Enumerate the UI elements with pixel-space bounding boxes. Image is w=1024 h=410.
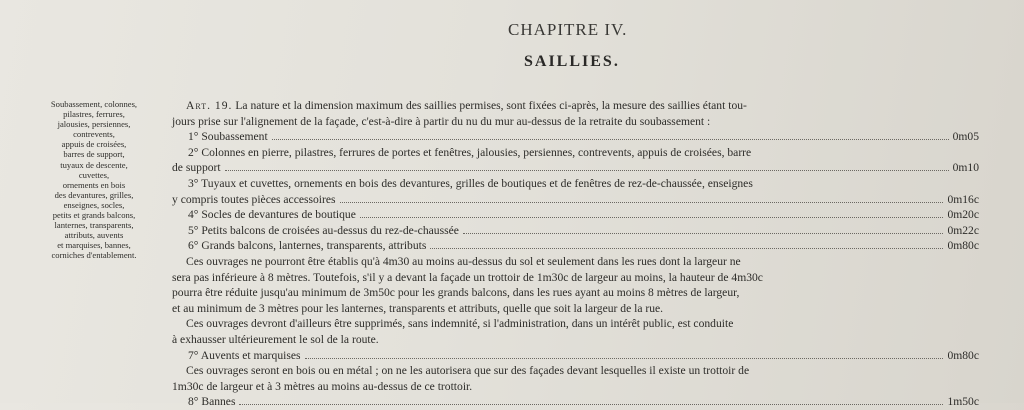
- leader-dots: [463, 232, 944, 234]
- item-label: de support: [172, 161, 221, 175]
- article-intro-line-1: [172, 98, 987, 114]
- margin-note-line: enseignes, socles,: [63, 199, 125, 210]
- paragraph-line: à exhausser ultérieurement le sol de la route.: [172, 332, 379, 346]
- margin-note: [28, 99, 160, 261]
- margin-note-line: lanternes, transparents,: [54, 220, 134, 231]
- article-body: [172, 98, 987, 410]
- item-value: 0m80c: [947, 348, 979, 362]
- list-item: [172, 160, 987, 176]
- paragraph-line: Ces ouvrages ne pourront être établis qu'à 4m30 au moins au-dessus du sol et seulement dans les rues dont la largeur ne: [186, 254, 741, 268]
- list-item: [172, 348, 987, 364]
- margin-note-line: cuvettes,: [78, 169, 110, 180]
- margin-note-line: pilastres, ferrures,: [63, 109, 125, 120]
- chapter-heading: CHAPITRE IV.: [508, 20, 628, 39]
- paragraph-line: pourra être réduite jusqu'au minimum de 3m50c pour les grands balcons, dans les rues ayant au moins 8 mètres de largeur,: [172, 286, 740, 300]
- leader-dots: [239, 403, 943, 405]
- list-item: 2° Colonnes en pierre, pilastres, ferrures de portes et fenêtres, jalousies, persiennes, contrevents, appuis de croisées, barre: [188, 145, 752, 159]
- item-value: 1m50c: [947, 395, 979, 409]
- leader-dots: [430, 247, 943, 249]
- item-label: 8° Bannes: [188, 395, 236, 409]
- item-label: 7° Auvents et marquises: [188, 348, 301, 362]
- article-number: Art. 19.: [186, 99, 233, 112]
- margin-note-line: et marquises, bannes,: [57, 240, 131, 251]
- paragraph-line: Ces ouvrages devront d'ailleurs être supprimés, sans indemnité, si l'administration, dans un intérêt public, est conduite: [186, 317, 734, 331]
- item-value: 0m05: [952, 130, 979, 144]
- list-item: [172, 394, 987, 410]
- margin-note-line: contrevents,: [73, 129, 115, 140]
- article-intro-line-2: jours prise sur l'alignement de la façade, c'est-à-dire à partir du nu du mur au-dessus de la retraite du soubassement :: [172, 114, 711, 128]
- leader-dots: [225, 169, 949, 171]
- item-value: 0m20c: [947, 208, 979, 222]
- list-item: [172, 192, 987, 208]
- leader-dots: [272, 138, 949, 140]
- list-item: [172, 223, 987, 239]
- list-item: 3° Tuyaux et cuvettes, ornements en bois des devantures, grilles de boutiques et de fenêtres de rez-de-chaussée, enseignes: [188, 176, 753, 190]
- margin-note-line: jalousies, persiennes,: [57, 119, 131, 130]
- margin-note-line: des devantures, grilles,: [54, 189, 134, 200]
- margin-note-line: appuis de croisées,: [61, 139, 127, 150]
- item-label: 6° Grands balcons, lanternes, transparents, attributs: [188, 239, 427, 253]
- leader-dots: [340, 201, 944, 203]
- item-value: 0m10: [952, 161, 979, 175]
- item-label: 1° Soubassement: [188, 130, 268, 144]
- item-label: 5° Petits balcons de croisées au-dessus du rez-de-chaussée: [188, 223, 459, 237]
- item-value: 0m22c: [947, 223, 979, 237]
- paragraph-line: et au minimum de 3 mètres pour les lanternes, transparents et attributs, quelle que soit la largeur de la rue.: [172, 301, 664, 315]
- leader-dots: [360, 216, 944, 218]
- paragraph-line: sera pas inférieure à 8 mètres. Toutefois, s'il y a devant la façade un trottoir de 1m30c de largeur au moins, la hauteur de 4m30c: [172, 270, 763, 284]
- margin-note-line: ornements en bois: [62, 179, 126, 190]
- paragraph-line: Ces ouvrages seront en bois ou en métal ; on ne les autorisera que sur des façades devant lesquelles il existe un trottoir de: [186, 364, 750, 378]
- item-value: 0m16c: [947, 192, 979, 206]
- margin-note-line: petits et grands balcons,: [52, 210, 136, 221]
- article-intro-text: La nature et la dimension maximum des saillies permises, sont fixées ci-après, la mesure des saillies étant tou-: [235, 99, 747, 112]
- margin-note-line: barres de support,: [63, 149, 125, 160]
- leader-dots: [305, 357, 944, 359]
- margin-note-line: attributs, auvents: [64, 230, 124, 241]
- list-item: [172, 238, 987, 254]
- item-value: 0m80c: [947, 239, 979, 253]
- margin-note-line: Soubassement, colonnes,: [50, 99, 138, 109]
- item-label: y compris toutes pièces accessoires: [172, 192, 336, 206]
- list-item: [172, 129, 987, 145]
- list-item: [172, 207, 987, 223]
- item-label: 4° Socles de devantures de boutique: [188, 208, 356, 222]
- margin-note-line: tuyaux de descente,: [60, 159, 128, 170]
- section-title: SAILLIES.: [524, 53, 620, 70]
- margin-note-line: corniches d'entablement.: [51, 250, 137, 261]
- paragraph-line: 1m30c de largeur et à 3 mètres au moins au-dessus de ce trottoir.: [172, 379, 473, 393]
